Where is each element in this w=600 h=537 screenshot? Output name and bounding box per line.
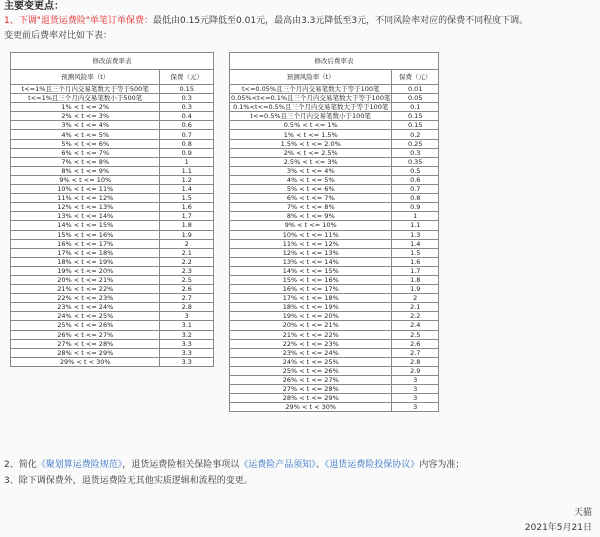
premium-cell: 1.6 bbox=[160, 203, 214, 212]
premium-cell: 0.3 bbox=[392, 148, 439, 157]
risk-rate-cell: 7% < t <= 8% bbox=[230, 203, 392, 212]
table-row bbox=[11, 121, 214, 130]
premium-cell: 3 bbox=[160, 312, 214, 321]
risk-rate-cell: 15% < t <= 16% bbox=[11, 230, 160, 239]
table-row bbox=[11, 148, 214, 157]
table-row bbox=[230, 103, 439, 112]
table-row bbox=[230, 248, 439, 257]
premium-cell: 1.5 bbox=[392, 248, 439, 257]
table-row bbox=[230, 139, 439, 148]
risk-rate-cell: 28% < t <= 29% bbox=[230, 394, 392, 403]
change-item-1-text: 最低由0.15元降低至0.01元，最高由3.3元降低至3元，不同风险率对应的保费不同程度下调。 bbox=[153, 16, 529, 26]
table-row bbox=[230, 175, 439, 184]
table-row bbox=[230, 339, 439, 348]
premium-cell: 3 bbox=[392, 403, 439, 412]
risk-rate-cell: 26% < t <= 27% bbox=[11, 330, 160, 339]
table-row bbox=[230, 330, 439, 339]
premium-cell: 2 bbox=[392, 294, 439, 303]
change-item-1-title: 1、下调"退货运费险"单笔订单保费： bbox=[4, 16, 154, 26]
new-table-title: 修改后费率表 bbox=[230, 53, 439, 70]
compare-intro: 变更前后费率对比如下表： bbox=[4, 31, 113, 41]
table-row bbox=[230, 221, 439, 230]
risk-rate-cell: 16% < t <= 17% bbox=[230, 285, 392, 294]
premium-cell: 2.3 bbox=[160, 266, 214, 275]
premium-cell: 3.3 bbox=[160, 348, 214, 357]
risk-rate-cell: 24% < t <= 25% bbox=[230, 357, 392, 366]
table-row bbox=[230, 257, 439, 266]
table-row bbox=[230, 212, 439, 221]
risk-rate-cell: 9% < t <= 10% bbox=[230, 221, 392, 230]
risk-rate-cell: t<=1%且三个月内交易笔数小于500笔 bbox=[11, 94, 160, 103]
premium-cell: 0.9 bbox=[160, 148, 214, 157]
table-row bbox=[230, 166, 439, 175]
table-row bbox=[11, 239, 214, 248]
premium-cell: 3 bbox=[392, 376, 439, 385]
premium-cell: 0.8 bbox=[392, 194, 439, 203]
old-rate-table bbox=[10, 52, 214, 367]
premium-cell: 0.3 bbox=[160, 94, 214, 103]
table-row bbox=[230, 130, 439, 139]
premium-cell: 0.8 bbox=[160, 139, 214, 148]
table-row bbox=[230, 121, 439, 130]
premium-cell: 0.35 bbox=[392, 157, 439, 166]
premium-cell: 1.7 bbox=[160, 212, 214, 221]
premium-cell: 2.4 bbox=[392, 321, 439, 330]
risk-rate-cell: 3% < t <= 4% bbox=[11, 121, 160, 130]
premium-cell: 0.15 bbox=[392, 121, 439, 130]
table-row bbox=[230, 312, 439, 321]
premium-cell: 3.3 bbox=[160, 339, 214, 348]
table-row bbox=[230, 303, 439, 312]
table-title-row bbox=[230, 53, 439, 70]
signature: 天猫 bbox=[573, 508, 592, 518]
table-row bbox=[230, 294, 439, 303]
premium-cell: 1.3 bbox=[392, 230, 439, 239]
table-row bbox=[230, 112, 439, 121]
premium-cell: 2.7 bbox=[392, 348, 439, 357]
table-row bbox=[11, 94, 214, 103]
table-row bbox=[11, 285, 214, 294]
table-row bbox=[11, 194, 214, 203]
old-table-title: 修改前费率表 bbox=[11, 53, 214, 70]
risk-rate-cell: 17% < t <= 18% bbox=[230, 294, 392, 303]
table-row bbox=[11, 321, 214, 330]
premium-cell: 3.1 bbox=[160, 321, 214, 330]
premium-cell: 2.6 bbox=[392, 339, 439, 348]
premium-cell: 1.2 bbox=[160, 175, 214, 184]
table-row bbox=[11, 248, 214, 257]
premium-cell: 1.8 bbox=[392, 275, 439, 284]
table-header-row bbox=[11, 70, 214, 85]
table-row bbox=[11, 85, 214, 94]
risk-rate-cell: 20% < t <= 21% bbox=[11, 275, 160, 284]
premium-cell: 0.1 bbox=[392, 103, 439, 112]
table-row bbox=[11, 212, 214, 221]
col-header-risk: 预测风险率（t） bbox=[11, 70, 160, 85]
table-row bbox=[11, 357, 214, 366]
premium-cell: 2.5 bbox=[160, 275, 214, 284]
risk-rate-cell: 4% < t <= 5% bbox=[11, 130, 160, 139]
premium-cell: 2.1 bbox=[160, 248, 214, 257]
premium-cell: 1.7 bbox=[392, 266, 439, 275]
risk-rate-cell: 7% < t <= 8% bbox=[11, 157, 160, 166]
premium-cell: 0.6 bbox=[160, 121, 214, 130]
table-title-row bbox=[11, 53, 214, 70]
table-row bbox=[230, 275, 439, 284]
premium-cell: 1.9 bbox=[392, 285, 439, 294]
premium-cell: 1.4 bbox=[392, 239, 439, 248]
risk-rate-cell: 12% < t <= 13% bbox=[11, 203, 160, 212]
risk-rate-cell: 28% < t <= 29% bbox=[11, 348, 160, 357]
table-row bbox=[11, 257, 214, 266]
premium-cell: 1.5 bbox=[160, 194, 214, 203]
col-header-fee: 保费（元） bbox=[392, 70, 439, 85]
premium-cell: 2.7 bbox=[160, 294, 214, 303]
table-row bbox=[230, 394, 439, 403]
risk-rate-cell: 20% < t <= 21% bbox=[230, 321, 392, 330]
table-row bbox=[11, 203, 214, 212]
table-row bbox=[11, 266, 214, 275]
risk-rate-cell: 2% < t <= 2.5% bbox=[230, 148, 392, 157]
premium-cell: 2.8 bbox=[392, 357, 439, 366]
risk-rate-cell: t<=1%且三个月内交易笔数大于等于500笔 bbox=[11, 85, 160, 94]
table-row bbox=[230, 85, 439, 94]
risk-rate-cell: 23% < t <= 24% bbox=[11, 303, 160, 312]
change-item-3: 3、除下调保费外，退货运费险无其他实质逻辑和流程的变更。 bbox=[4, 476, 253, 486]
risk-rate-cell: 0.1%<t<=0.5%且三个月内交易笔数大于等于100笔 bbox=[230, 103, 392, 112]
risk-rate-cell: 29% < t < 30% bbox=[230, 403, 392, 412]
section-heading: 主要变更点： bbox=[4, 1, 64, 12]
table-row bbox=[11, 348, 214, 357]
risk-rate-cell: 1.5% < t <= 2.0% bbox=[230, 139, 392, 148]
risk-rate-cell: 25% < t <= 26% bbox=[11, 321, 160, 330]
risk-rate-cell: 6% < t <= 7% bbox=[11, 148, 160, 157]
link-insurance-agreement[interactable]: 《退货运费险投保协议》 bbox=[324, 460, 420, 470]
risk-rate-cell: 2.5% < t <= 3% bbox=[230, 157, 392, 166]
table-header-row bbox=[230, 70, 439, 85]
table-row bbox=[230, 239, 439, 248]
premium-cell: 0.2 bbox=[392, 130, 439, 139]
table-row bbox=[11, 294, 214, 303]
link-juhuasuan-rules[interactable]: 《聚划算运费险规范》 bbox=[36, 460, 123, 470]
risk-rate-cell: 8% < t <= 9% bbox=[11, 166, 160, 175]
col-header-fee: 保费（元） bbox=[160, 70, 214, 85]
premium-cell: 0.4 bbox=[160, 112, 214, 121]
premium-cell: 0.7 bbox=[392, 185, 439, 194]
risk-rate-cell: 8% < t <= 9% bbox=[230, 212, 392, 221]
premium-cell: 0.7 bbox=[160, 130, 214, 139]
risk-rate-cell: 11% < t <= 12% bbox=[230, 239, 392, 248]
premium-cell: 2 bbox=[160, 239, 214, 248]
table-row bbox=[11, 330, 214, 339]
premium-cell: 0.15 bbox=[160, 85, 214, 94]
premium-cell: 2.1 bbox=[392, 303, 439, 312]
premium-cell: 3 bbox=[392, 394, 439, 403]
table-row bbox=[11, 103, 214, 112]
risk-rate-cell: 9% < t <= 10% bbox=[11, 175, 160, 184]
risk-rate-cell: 1% < t <= 1.5% bbox=[230, 130, 392, 139]
premium-cell: 0.6 bbox=[392, 175, 439, 184]
risk-rate-cell: t<=0.05%且三个月内交易笔数大于等于100笔 bbox=[230, 85, 392, 94]
risk-rate-cell: 19% < t <= 20% bbox=[230, 312, 392, 321]
premium-cell: 3 bbox=[392, 385, 439, 394]
new-rate-table bbox=[229, 52, 439, 412]
risk-rate-cell: 27% < t <= 28% bbox=[11, 339, 160, 348]
table-row bbox=[230, 148, 439, 157]
risk-rate-cell: 0.05%<t<=0.1%且三个月内交易笔数大于等于100笔 bbox=[231, 94, 391, 103]
risk-rate-cell: 18% < t <= 19% bbox=[11, 257, 160, 266]
premium-cell: 1 bbox=[160, 157, 214, 166]
table-row bbox=[11, 185, 214, 194]
premium-cell: 3.3 bbox=[160, 357, 214, 366]
premium-cell: 0.01 bbox=[392, 85, 439, 94]
risk-rate-cell: 24% < t <= 25% bbox=[11, 312, 160, 321]
table-row bbox=[11, 157, 214, 166]
premium-cell: 0.5 bbox=[392, 166, 439, 175]
risk-rate-cell: 25% < t <= 26% bbox=[230, 366, 392, 375]
table-row bbox=[11, 175, 214, 184]
premium-cell: 0.05 bbox=[392, 94, 439, 103]
risk-rate-cell: t<=0.5%且三个月内交易笔数小于100笔 bbox=[230, 112, 392, 121]
change-item-2-text-d: 内容为准； bbox=[419, 460, 465, 470]
table-row bbox=[230, 94, 439, 103]
premium-cell: 2.2 bbox=[160, 257, 214, 266]
risk-rate-cell: 3% < t <= 4% bbox=[230, 166, 392, 175]
risk-rate-cell: 13% < t <= 14% bbox=[230, 257, 392, 266]
table-row bbox=[11, 166, 214, 175]
premium-cell: 3.2 bbox=[160, 330, 214, 339]
table-row bbox=[230, 321, 439, 330]
risk-rate-cell: 4% < t <= 5% bbox=[230, 175, 392, 184]
risk-rate-cell: 23% < t <= 24% bbox=[230, 348, 392, 357]
risk-rate-cell: 15% < t <= 16% bbox=[230, 275, 392, 284]
table-row bbox=[230, 203, 439, 212]
change-item-2-text-a: 2、简化 bbox=[4, 460, 37, 470]
risk-rate-cell: 14% < t <= 15% bbox=[230, 266, 392, 275]
table-row bbox=[11, 230, 214, 239]
risk-rate-cell: 14% < t <= 15% bbox=[11, 221, 160, 230]
premium-cell: 1.9 bbox=[160, 230, 214, 239]
table-row bbox=[11, 221, 214, 230]
risk-rate-cell: 27% < t <= 28% bbox=[230, 385, 392, 394]
premium-cell: 0.25 bbox=[392, 139, 439, 148]
risk-rate-cell: 26% < t <= 27% bbox=[230, 376, 392, 385]
risk-rate-cell: 0.5% < t <= 1% bbox=[230, 121, 392, 130]
table-row bbox=[230, 157, 439, 166]
table-row bbox=[230, 230, 439, 239]
table-row bbox=[11, 130, 214, 139]
premium-cell: 1 bbox=[392, 212, 439, 221]
premium-cell: 2.6 bbox=[160, 285, 214, 294]
premium-cell: 0.15 bbox=[392, 112, 439, 121]
risk-rate-cell: 12% < t <= 13% bbox=[230, 248, 392, 257]
table-row bbox=[230, 366, 439, 375]
link-product-notice[interactable]: 《运费险产品须知》 bbox=[239, 460, 316, 470]
risk-rate-cell: 11% < t <= 12% bbox=[11, 194, 160, 203]
risk-rate-cell: 29% < t < 30% bbox=[11, 357, 160, 366]
risk-rate-cell: 5% < t <= 6% bbox=[11, 139, 160, 148]
table-row bbox=[230, 266, 439, 275]
premium-cell: 0.9 bbox=[392, 203, 439, 212]
col-header-risk: 预测风险率（t） bbox=[230, 70, 392, 85]
premium-cell: 1.6 bbox=[392, 257, 439, 266]
risk-rate-cell: 18% < t <= 19% bbox=[230, 303, 392, 312]
table-row bbox=[11, 139, 214, 148]
table-row bbox=[230, 194, 439, 203]
risk-rate-cell: 21% < t <= 22% bbox=[230, 330, 392, 339]
change-item-2 bbox=[4, 459, 464, 471]
premium-cell: 2.5 bbox=[392, 330, 439, 339]
premium-cell: 1.4 bbox=[160, 185, 214, 194]
table-row bbox=[230, 376, 439, 385]
risk-rate-cell: 16% < t <= 17% bbox=[11, 239, 160, 248]
table-row bbox=[11, 275, 214, 284]
risk-rate-cell: 13% < t <= 14% bbox=[11, 212, 160, 221]
risk-rate-cell: 19% < t <= 20% bbox=[11, 266, 160, 275]
table-row bbox=[230, 357, 439, 366]
table-row bbox=[11, 303, 214, 312]
risk-rate-cell: 17% < t <= 18% bbox=[11, 248, 160, 257]
premium-cell: 1.8 bbox=[160, 221, 214, 230]
table-row bbox=[230, 348, 439, 357]
risk-rate-cell: 6% < t <= 7% bbox=[230, 194, 392, 203]
premium-cell: 2.8 bbox=[160, 303, 214, 312]
table-row bbox=[230, 185, 439, 194]
change-item-2-text-c: 、 bbox=[315, 460, 325, 470]
change-item-1 bbox=[4, 15, 596, 27]
risk-rate-cell: 10% < t <= 11% bbox=[11, 185, 160, 194]
table-row bbox=[230, 385, 439, 394]
risk-rate-cell: 2% < t <= 3% bbox=[11, 112, 160, 121]
table-row bbox=[230, 285, 439, 294]
premium-cell: 0.3 bbox=[160, 103, 214, 112]
premium-cell: 2.9 bbox=[392, 366, 439, 375]
risk-rate-cell: 22% < t <= 23% bbox=[230, 339, 392, 348]
risk-rate-cell: 1% < t <= 2% bbox=[11, 103, 160, 112]
table-row bbox=[11, 312, 214, 321]
table-row bbox=[11, 112, 214, 121]
premium-cell: 2.2 bbox=[392, 312, 439, 321]
risk-rate-cell: 21% < t <= 22% bbox=[11, 285, 160, 294]
change-item-2-text-b: ，退货运费险相关保险事项以 bbox=[122, 460, 240, 470]
risk-rate-cell: 5% < t <= 6% bbox=[230, 185, 392, 194]
premium-cell: 1.1 bbox=[392, 221, 439, 230]
table-row bbox=[11, 339, 214, 348]
risk-rate-cell: 10% < t <= 11% bbox=[230, 230, 392, 239]
premium-cell: 1.1 bbox=[160, 166, 214, 175]
risk-rate-cell: 22% < t <= 23% bbox=[11, 294, 160, 303]
publish-date: 2021年5月21日 bbox=[524, 523, 592, 533]
table-row bbox=[230, 403, 439, 412]
